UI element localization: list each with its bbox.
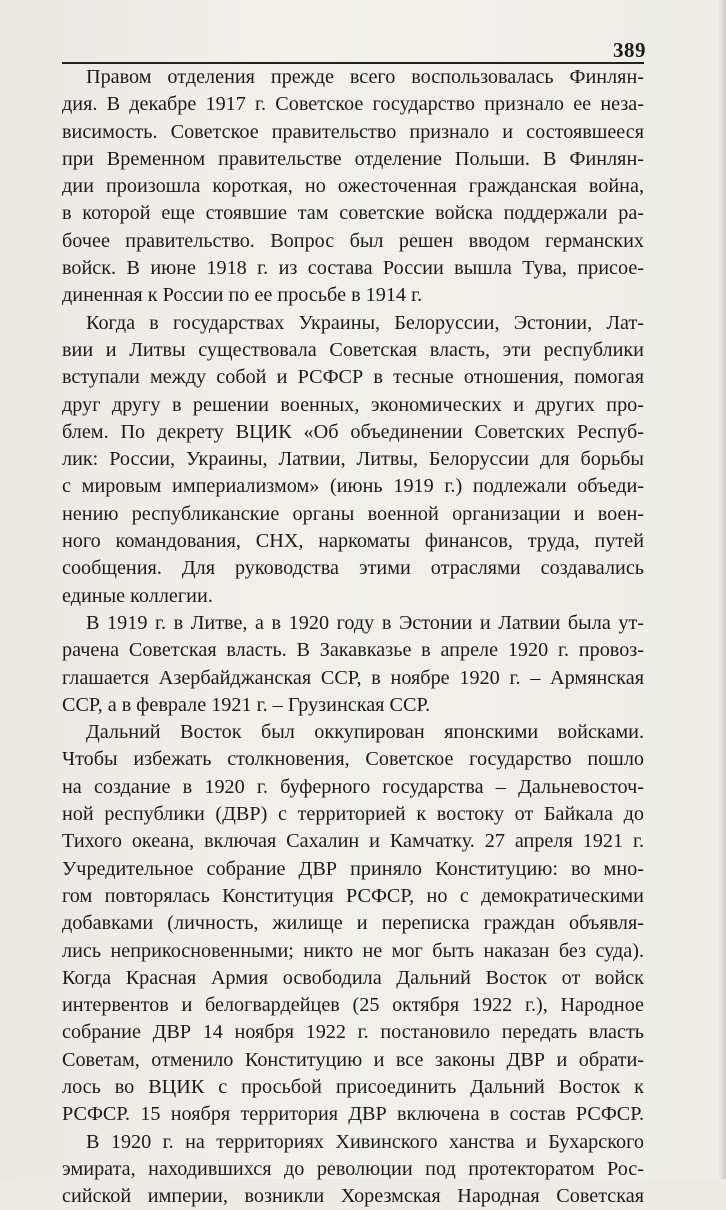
text-line: в которой еще стоявшие там советские войска поддержали ра- [62, 202, 644, 225]
text-line: сообщения. Для руководства этими отраслями создавались [62, 557, 644, 580]
text-line: бочее правительство. Вопрос был решен вводом германских [62, 229, 644, 252]
body-text [62, 64, 644, 1210]
text-line: висимость. Советское правительство признало и состоявшееся [62, 120, 644, 143]
text-line: дии произошла короткая, но ожесточенная гражданская война, [62, 175, 644, 198]
text-line: вступали между собой и РСФСР в тесные отношения, помогая [62, 366, 644, 389]
text-line: вии и Литвы существовала Советская власть, эти республики [62, 338, 644, 361]
page-number: 389 [613, 38, 646, 62]
text-line: Тихого океана, включая Сахалин и Камчатку. 27 апреля 1921 г. [62, 830, 644, 853]
text-line: глашается Азербайджанская ССР, в ноябре 1920 г. – Армянская [62, 666, 644, 689]
text-line: В 1919 г. в Литве, а в 1920 году в Эстонии и Латвии была ут- [86, 611, 644, 634]
text-line: единые коллегии. [62, 584, 213, 607]
text-line: лось во ВЦИК с просьбой присоединить Дальний Восток к [62, 1075, 644, 1098]
text-line: с мировым империализмом» (июнь 1919 г.) подлежали объеди- [62, 475, 644, 498]
text-line: лик: России, Украины, Латвии, Литвы, Белоруссии для борьбы [62, 448, 644, 471]
text-line: блем. По декрету ВЦИК «Об объединении Советских Респуб- [62, 420, 644, 443]
text-line: ССР, а в феврале 1921 г. – Грузинская ССР. [62, 693, 431, 716]
text-line: войск. В июне 1918 г. из состава России вышла Тува, присое- [62, 257, 644, 280]
text-line: РСФСР. 15 ноября территория ДВР включена в состав РСФСР. [62, 1103, 644, 1126]
text-line: рачена Советская власть. В Закавказье в апреле 1920 г. провоз- [62, 639, 644, 662]
text-line: В 1920 г. на территориях Хивинского ханства и Бухарского [86, 1130, 644, 1153]
text-line: диненная к России по ее просьбе в 1914 г. [62, 284, 423, 307]
text-line: Когда Красная Армия освободила Дальний Восток от войск [62, 966, 644, 989]
text-line: эмирата, находившихся до революции под протекторатом Рос- [62, 1157, 644, 1180]
text-line: интервентов и белогвардейцев (25 октября 1922 г.), Народное [62, 994, 644, 1017]
text-line: лись неприкосновенными; никто не мог быть наказан без суда). [62, 939, 644, 962]
text-line: нению республиканские органы военной организации и воен- [62, 502, 644, 525]
text-line: ного командования, СНХ, наркоматы финансов, труда, путей [62, 530, 644, 553]
text-line: ной республики (ДВР) с территорией к востоку от Байкала до [62, 803, 644, 826]
text-line: Правом отделения прежде всего воспользовалась Финлян- [86, 66, 644, 88]
text-line: при Временном правительстве отделение Польши. В Финлян- [62, 147, 644, 170]
text-line: дия. В декабре 1917 г. Советское государство признало ее неза- [62, 93, 644, 116]
text-line: на создание в 1920 г. буферного государства – Дальневосточ- [62, 775, 644, 798]
text-line: Когда в государствах Украины, Белоруссии, Эстонии, Лат- [86, 311, 644, 334]
page-edge-shadow [718, 0, 726, 1179]
text-line: гом повторялась Конституция РСФСР, но с демократическими [62, 884, 644, 907]
text-line: Учредительное собрание ДВР приняло Конституцию: во мно- [62, 857, 644, 880]
text-line: сийской империи, возникли Хорезмская Народная Советская [62, 1185, 644, 1208]
text-line: Чтобы избежать столкновения, Советское государство пошло [62, 748, 644, 771]
text-line: Советам, отменило Конституцию и все законы ДВР и обрати- [62, 1048, 644, 1071]
text-line: собрание ДВР 14 ноября 1922 г. постановило передать власть [62, 1021, 644, 1044]
text-line: Дальний Восток был оккупирован японскими войсками. [86, 721, 644, 744]
text-line: добавками (личность, жилище и переписка граждан объявля- [62, 912, 644, 935]
text-line: друг другу в решении военных, экономических и других про- [62, 393, 644, 416]
